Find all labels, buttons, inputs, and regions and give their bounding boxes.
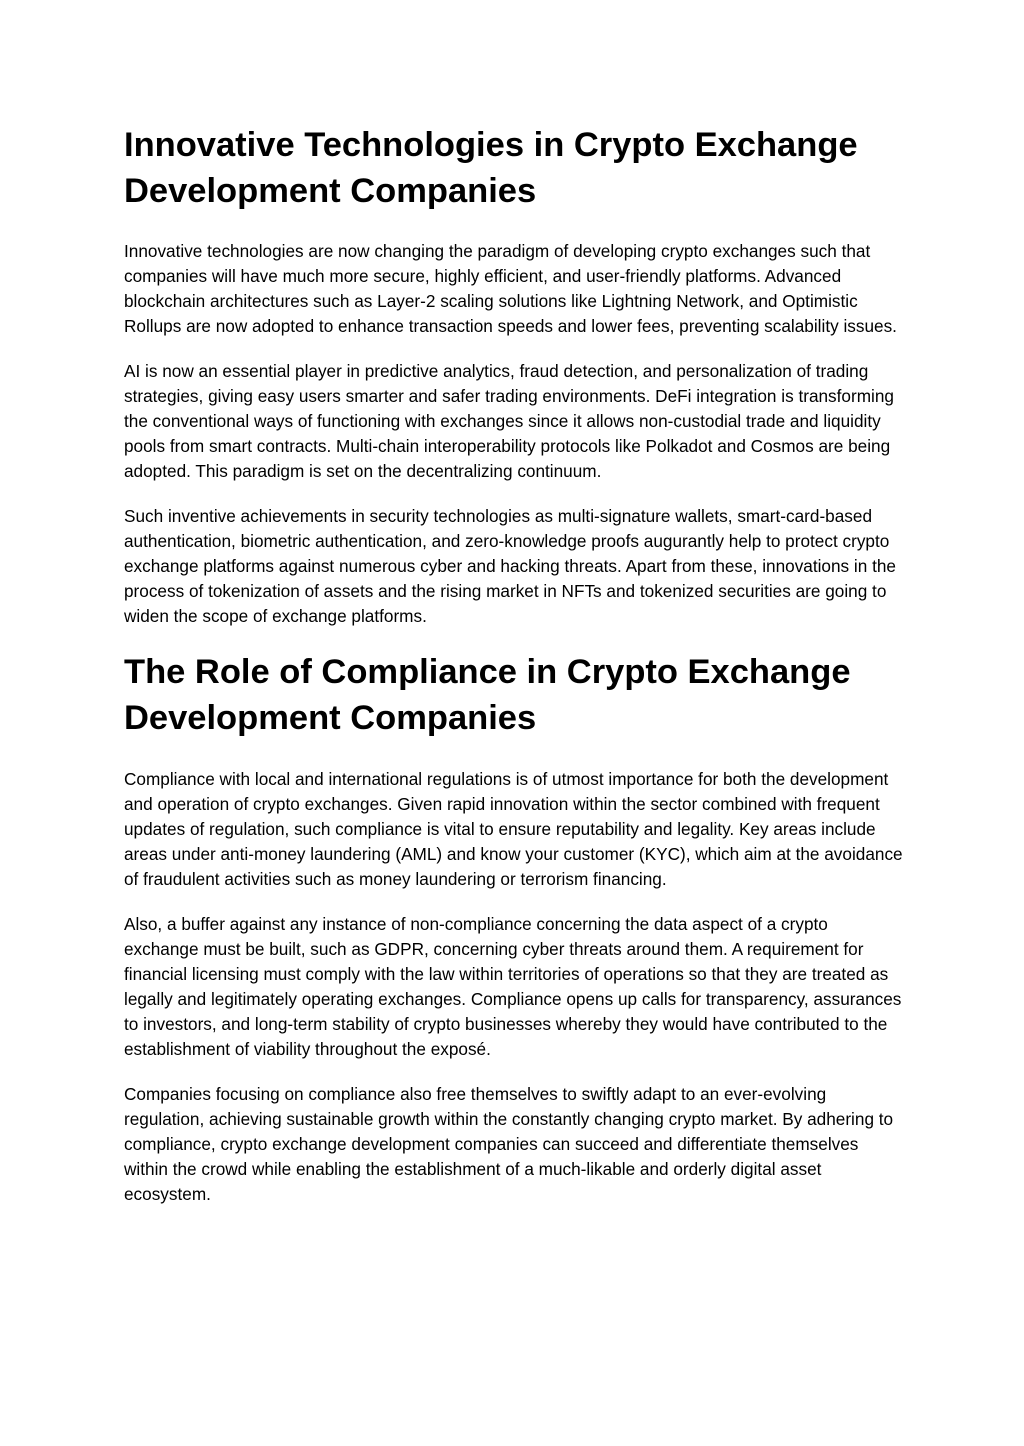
heading-innovative-technologies: Innovative Technologies in Crypto Exchange Development Companies (124, 126, 858, 210)
document-page (124, 122, 904, 1227)
heading-role-of-compliance: The Role of Compliance in Crypto Exchange Development Companies (124, 653, 851, 737)
paragraph: Also, a buffer against any instance of non-compliance concerning the data aspect of a crypto exchange must be built, such as GDPR, concerning cyber threats around them. A requirement for financial licensing must comply with the law within territories of operations so that they are treated as legally and legitimately operating exchanges. Compliance opens up calls for transparency, assurances to investors, and long-term stability of crypto businesses whereby they would have contributed to the establishment of viability throughout the exposé. (124, 914, 902, 1059)
paragraph: AI is now an essential player in predictive analytics, fraud detection, and personalization of trading strategies, giving easy users smarter and safer trading environments. DeFi integration is transforming the conventional ways of functioning with exchanges since it allows non-custodial trade and liquidity pools from smart contracts. Multi-chain interoperability protocols like Polkadot and Cosmos are being adopted. This paradigm is set on the decentralizing continuum. (124, 361, 894, 481)
paragraph: Companies focusing on compliance also free themselves to swiftly adapt to an ever-evolving regulation, achieving sustainable growth within the constantly changing crypto market. By adhering to compliance, crypto exchange development companies can succeed and differentiate themselves within the crowd while enabling the establishment of a much-likable and orderly digital asset ecosystem. (124, 1084, 894, 1204)
paragraph: Compliance with local and international regulations is of utmost importance for both the development and operation of crypto exchanges. Given rapid innovation within the sector combined with frequent updates of regulation, such compliance is vital to ensure reputability and legality. Key areas include areas under anti-money laundering (AML) and know your customer (KYC), which aim at the avoidance of fraudulent activities such as money laundering or terrorism financing. (124, 769, 903, 889)
paragraph: Innovative technologies are now changing the paradigm of developing crypto exchanges such that companies will have much more secure, highly efficient, and user-friendly platforms. Advanced blockchain architectures such as Layer-2 scaling solutions like Lightning Network, and Optimistic Rollups are now adopted to enhance transaction speeds and lower fees, preventing scalability issues. (124, 241, 897, 336)
paragraph: Such inventive achievements in security technologies as multi-signature wallets, smart-card-based authentication, biometric authentication, and zero-knowledge proofs augurantly help to protect crypto exchange platforms against numerous cyber and hacking threats. Apart from these, innovations in the process of tokenization of assets and the rising market in NFTs and tokenized securities are going to widen the scope of exchange platforms. (124, 506, 896, 626)
